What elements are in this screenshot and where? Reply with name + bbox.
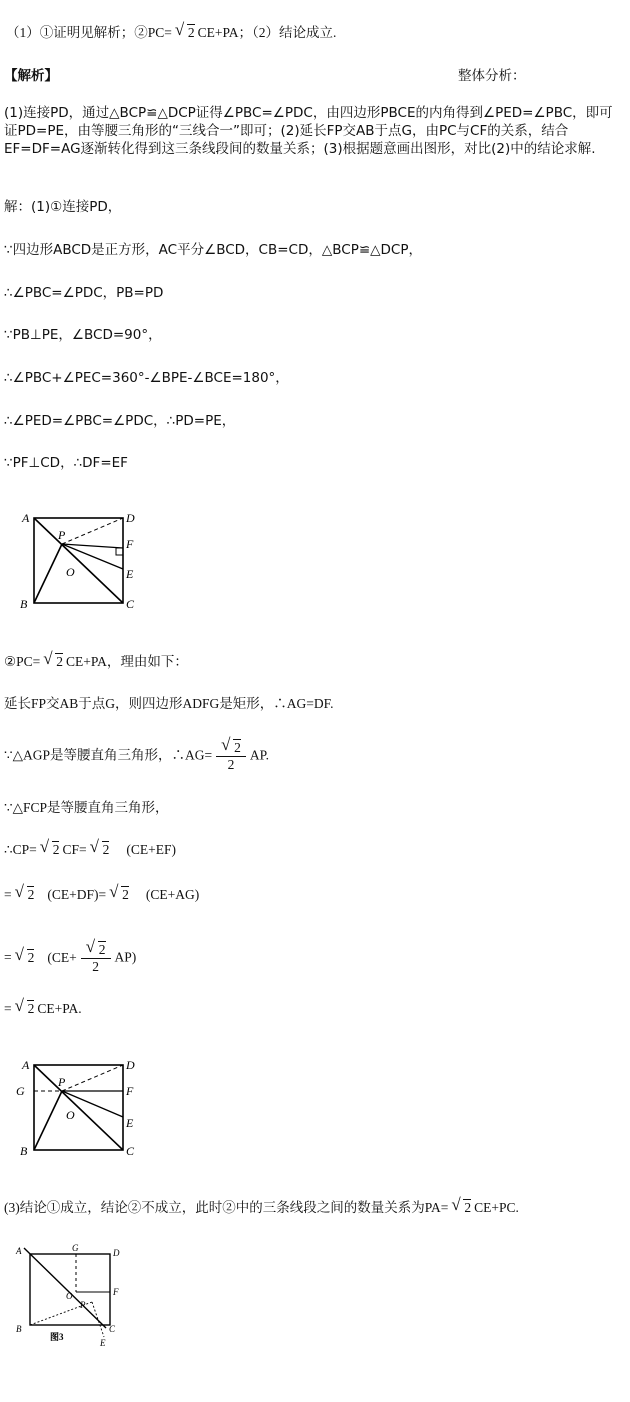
svg-text:A: A (22, 511, 30, 525)
solution-line-2: ∵四边形ABCD是正方形，AC平分∠BCD，CB=CD，△BCP≌△DCP， (4, 242, 422, 258)
svg-text:O: O (66, 1108, 75, 1122)
part2-line-6: = √ 2 (CE+DF)= √ 2 (CE+AG) (4, 882, 200, 902)
figure-3 (10, 1242, 130, 1348)
svg-text:D: D (113, 1248, 120, 1258)
svg-text:O: O (66, 1291, 73, 1301)
svg-text:O: O (66, 565, 75, 579)
answer-tail: CE+PA；（2）结论成立. (197, 25, 337, 40)
answer-text: （1）①证明见解析；②PC= (6, 25, 172, 40)
svg-text:P: P (58, 1075, 66, 1089)
solution-line-7: ∵PF⊥CD，∴DF=EF (4, 455, 128, 471)
figure-2 (10, 1055, 140, 1163)
svg-text:C: C (126, 597, 135, 611)
part2-line-7: = √ 2 (CE+ √ 2 2 AP) (4, 937, 137, 974)
svg-text:G: G (72, 1243, 79, 1253)
part2-line-5: ∴CP= √ 2 CF= √ 2 (CE+EF) (4, 837, 176, 857)
svg-text:F: F (126, 537, 134, 551)
figure-1 (10, 508, 140, 613)
solution-line-3: ∴∠PBC=∠PDC，PB=PD (4, 285, 164, 301)
svg-text:D: D (126, 511, 135, 525)
svg-text:B: B (20, 1144, 28, 1158)
svg-text:F: F (113, 1287, 119, 1297)
svg-text:E: E (126, 1116, 134, 1130)
svg-text:A: A (16, 1246, 22, 1256)
svg-text:G: G (16, 1084, 25, 1098)
svg-text:C: C (126, 1144, 135, 1158)
svg-text:E: E (100, 1338, 106, 1348)
overall-analysis-label: 整体分析： (458, 68, 526, 84)
svg-text:A: A (22, 1058, 30, 1072)
svg-text:F: F (126, 1084, 134, 1098)
svg-text:E: E (126, 567, 134, 581)
part3-line: (3)结论①成立，结论②不成立，此时②中的三条线段之间的数量关系为PA= √ 2 CE+PC. (4, 1195, 519, 1215)
part2-line-3: ∵△AGP是等腰直角三角形，∴AG= √ 2 2 AP. (4, 735, 269, 772)
solution-line-5: ∴∠PBC+∠PEC=360°-∠BPE-∠BCE=180°， (4, 370, 289, 386)
part2-line-1: ②PC= √ 2 CE+PA，理由如下： (4, 649, 188, 669)
svg-text:C: C (109, 1324, 116, 1334)
svg-text:P: P (80, 1300, 86, 1310)
svg-text:D: D (126, 1058, 135, 1072)
analysis-heading: 【解析】 (4, 68, 58, 84)
figure-3-caption: 图3 (50, 1332, 64, 1342)
part2-line-8: = √ 2 CE+PA. (4, 996, 82, 1016)
part2-line-2: 延长FP交AB于点G，则四边形ADFG是矩形，∴AG=DF. (4, 696, 334, 711)
svg-text:B: B (20, 597, 28, 611)
answer-line (6, 20, 337, 41)
sqrt-2: √ 2 (174, 20, 195, 40)
solution-line-6: ∴∠PED=∠PBC=∠PDC，∴PD=PE， (4, 413, 236, 429)
part2-line-4: ∵△FCP是等腰直角三角形， (4, 800, 169, 815)
sqrt-2: √ 2 (43, 649, 63, 669)
svg-text:P: P (58, 528, 66, 542)
solution-line-4: ∵PB⊥PE，∠BCD=90°， (4, 327, 162, 343)
analysis-paragraph: (1)连接PD，通过△BCP≌△DCP证得∠PBC=∠PDC，由四边形PBCE的内角得到∠PED=∠PBC，即可证PD=PE，由等腰三角形的“三线合一”即可；(2)延长FP交AB于点G，由PC与CF的关系，结合EF=DF=AG逐渐转化得到这三条线段间的数量关系；(3)根据题意画出图形，对比(2)中的结论求解. (4, 105, 613, 157)
solution-line-1: 解：(1)①连接PD， (4, 199, 122, 215)
svg-text:B: B (16, 1324, 22, 1334)
